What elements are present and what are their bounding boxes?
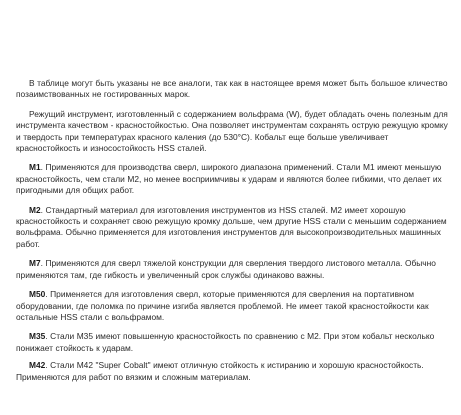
grade-paragraph-m42 <box>16 360 448 383</box>
grade-description: . Стали M42 "Super Cobalt" имеют отличную стойкость к истиранию и хорошую красностойкость. Применяются для работ по вязким и сложным материалам. <box>16 360 424 382</box>
grade-description: . Применяется для изготовления сверл, которые применяются для сверления на портативном оборудовании, где поломка по причине изгиба является проблемой. Не имеет такой красностойкости как остальные HSS стали с вольфрамом. <box>16 289 429 322</box>
grade-term: M35 <box>29 331 46 342</box>
grade-term: M7 <box>29 258 41 269</box>
grade-description: . Стали M35 имеют повышенную красностойкость по сравнению с M2. При этом кобальт несколько понижает стойкость к ударам. <box>16 331 435 353</box>
grade-term: M1 <box>29 162 41 173</box>
grade-paragraph-m50 <box>16 289 448 323</box>
article-body <box>16 78 448 391</box>
grade-paragraph-m7 <box>16 258 448 281</box>
grade-term: M2 <box>29 204 41 215</box>
grade-description: . Применяются для сверл тяжелой конструкции для сверления твердого листового металла. Обычно применяются там, где гибкость и увеличенный срок службы одинаково важны. <box>16 258 436 280</box>
grade-term: M50 <box>29 289 46 300</box>
grade-description: . Применяются для производства сверл, широкого диапазона применений. Стали M1 имеют меньшую красностойкость, чем стали M2, но менее восприимчивы к ударам и являются более гибкими, что делает их пригодными для общих работ. <box>16 162 442 196</box>
grade-description: . Стандартный материал для изготовления инструментов из HSS сталей. M2 имеет хорошую красностойкость и сохраняет свою режущую кромку дольше, чем другие HSS стали с меньшим содержанием вольфрама. Обычно применяется для изготовления инструментов для высокопроизводительных машинных работ. <box>16 204 447 249</box>
grade-term: M42 <box>29 360 46 371</box>
grade-paragraph-m1 <box>16 162 448 196</box>
intro-paragraph-analogs: В таблице могут быть указаны не все аналоги, так как в настоящее время может быть большое кличество позаимствованных не гостированных марок. <box>16 78 448 100</box>
grade-paragraph-m2 <box>16 205 448 251</box>
grade-paragraph-m35 <box>16 331 448 354</box>
intro-paragraph-red-hardness: Режущий инструмент, изготовленный с содержанием вольфрама (W), будет обладать очень полезным для инструмента качеством - красностойкостью. Она позволяет инструментам сохранять острую режущую кромку и твердость при температурах красного каления (до 530°C). Кобальт еще больше увеличивает красностойкость и износостойкость HSS сталей. <box>16 108 448 154</box>
